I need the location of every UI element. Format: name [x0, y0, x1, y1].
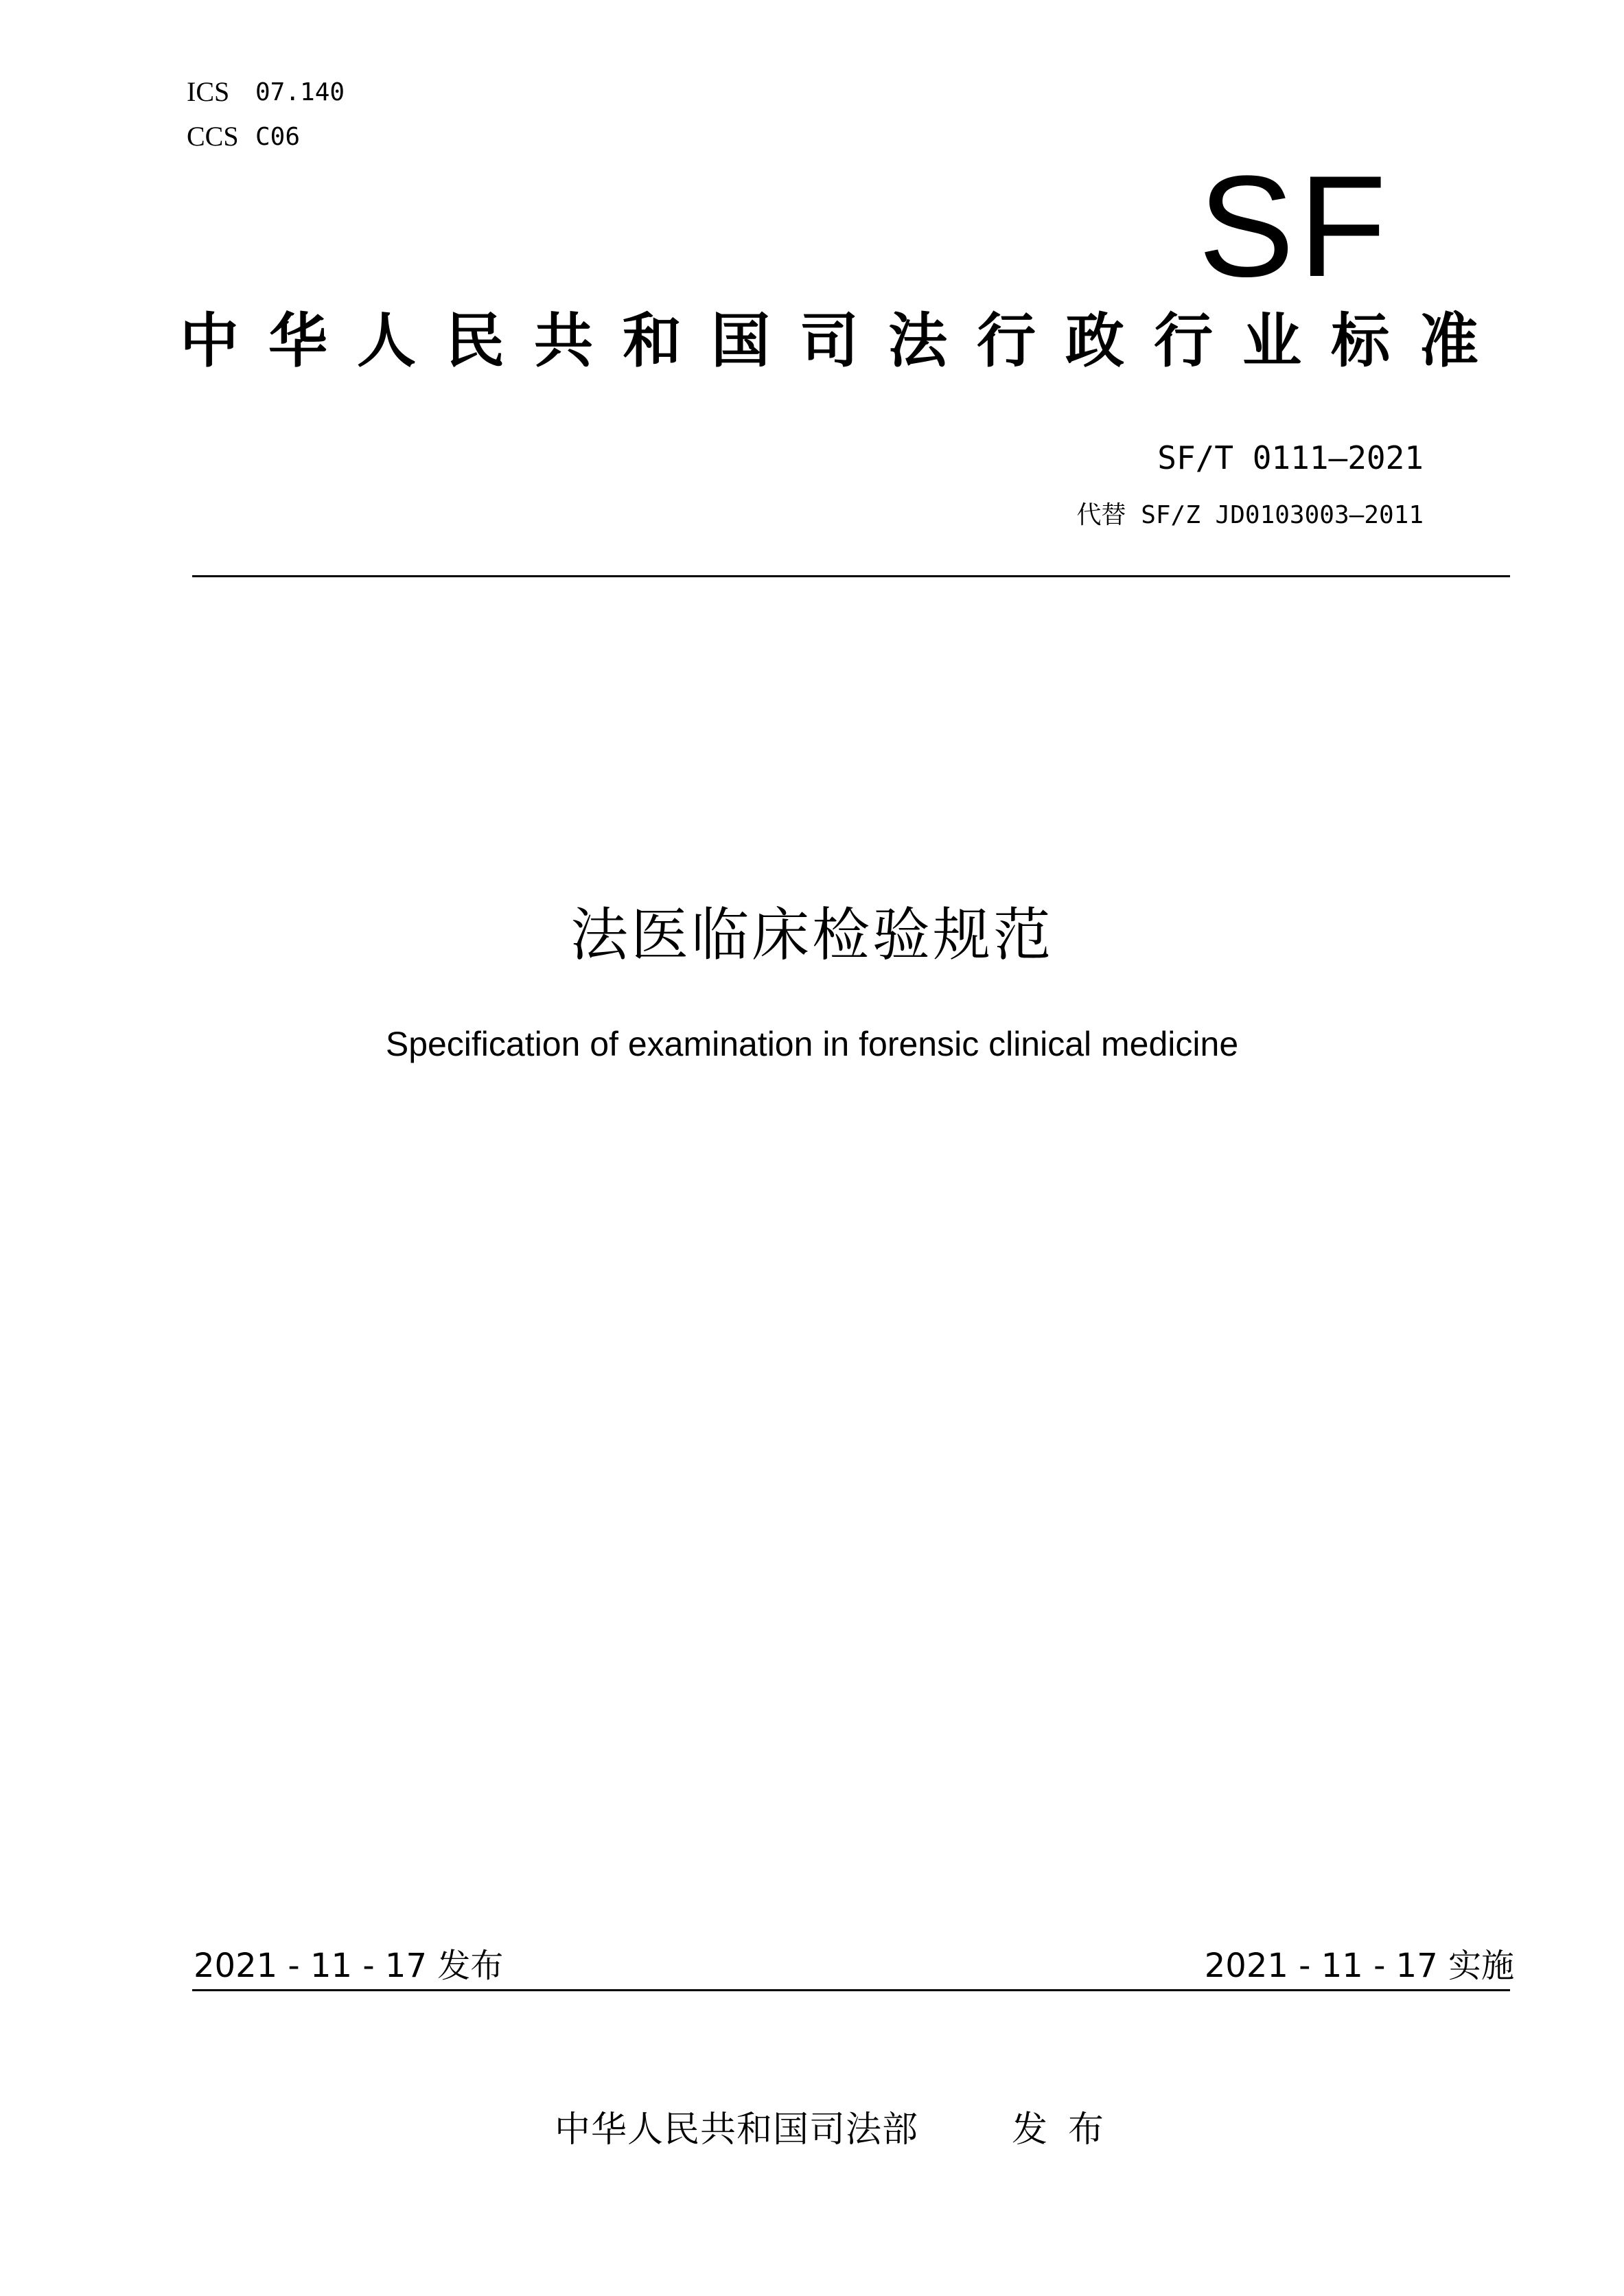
implementation-date: 2021 - 11 - 17 实施	[1204, 1947, 1514, 1985]
publisher-name: 中华人民共和国司法部	[555, 2109, 919, 2150]
document-title-chinese: 法医临床检验规范	[570, 901, 1054, 969]
ics-code: 07.140	[255, 78, 345, 106]
standard-category-title: 中华人民共和国司法行政行业标准	[180, 307, 1508, 375]
publish-label: 发布	[1012, 2109, 1125, 2150]
standard-number: SF/T 0111—2021	[1157, 439, 1424, 476]
document-title-english: Specification of examination in forensic clinical medicine	[385, 1025, 1239, 1063]
issue-date: 2021 - 11 - 17 发布	[194, 1947, 504, 1985]
header-divider	[192, 575, 1510, 577]
replaces-standard: 代替 SF/Z JD0103003—2011	[1076, 501, 1424, 529]
ccs-label: CCS	[187, 121, 239, 152]
footer-divider	[192, 1989, 1510, 1991]
ics-label: ICS	[187, 76, 230, 107]
sf-standard-mark: SF	[1198, 146, 1391, 307]
ccs-code: C06	[255, 123, 301, 151]
